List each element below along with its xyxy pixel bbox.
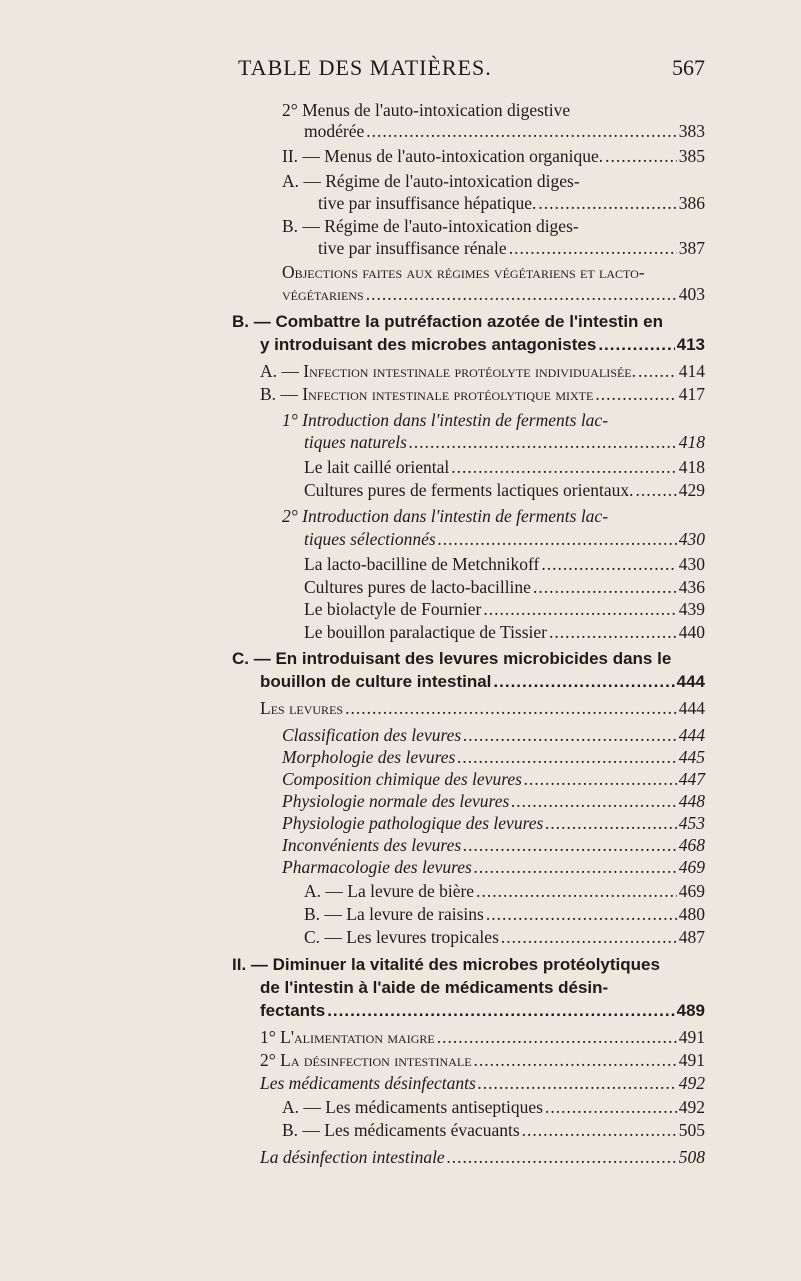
- toc-entry[interactable]: Le bouillon paralactique de Tissier ..... 440: [304, 621, 705, 643]
- toc-entry[interactable]: tiques sélectionnés ..... 430: [304, 528, 705, 550]
- page-number: 567: [672, 55, 705, 80]
- toc-entry[interactable]: Les levures ..... 444: [260, 697, 705, 719]
- toc-entry[interactable]: A. — La levure de bière ..... 469: [304, 880, 705, 902]
- toc-entry[interactable]: B. — La levure de raisins ..... 480: [304, 903, 705, 925]
- toc-entry[interactable]: Morphologie des levures ..... 445: [282, 746, 705, 768]
- toc-entry[interactable]: 2° La désinfection intestinale ..... 491: [260, 1049, 705, 1071]
- toc-line: 2° Introduction dans l'intestin de ferments lac-: [282, 506, 609, 526]
- toc-entry[interactable]: A. — Infection intestinale protéolyte individualisée. ..... 414: [260, 360, 705, 382]
- toc-entry[interactable]: Physiologie pathologique des levures ..... 453: [282, 812, 705, 834]
- toc-entry[interactable]: fectants ..... 489: [260, 1000, 705, 1022]
- toc-entry[interactable]: Le lait caillé oriental ..... 418: [304, 456, 705, 478]
- toc-entry[interactable]: Cultures pures de lacto-bacilline ..... 436: [304, 576, 705, 598]
- toc-entry[interactable]: Classification des levures ..... 444: [282, 724, 705, 746]
- toc-entry[interactable]: 1° L'alimentation maigre ..... 491: [260, 1026, 705, 1048]
- toc-entry[interactable]: A. — Les médicaments antiseptiques ..... 492: [282, 1096, 705, 1118]
- toc-entry[interactable]: B. — Infection intestinale protéolytique mixte ..... 417: [260, 383, 705, 405]
- toc-entry[interactable]: B. — Les médicaments évacuants ..... 505: [282, 1119, 705, 1141]
- toc-entry[interactable]: Physiologie normale des levures ..... 448: [282, 790, 705, 812]
- toc-section: C. — En introduisant des levures microbicides dans le: [232, 649, 672, 668]
- toc-entry[interactable]: tiques naturels ..... 418: [304, 431, 705, 453]
- toc-entry[interactable]: tive par insuffisance rénale ..... 387: [318, 237, 705, 259]
- toc-entry[interactable]: Les médicaments désinfectants ..... 492: [260, 1072, 705, 1094]
- toc-entry[interactable]: La lacto-bacilline de Metchnikoff ..... 430: [304, 553, 705, 575]
- toc-line: B. — Régime de l'auto-intoxication diges-: [282, 216, 579, 236]
- toc-entry[interactable]: II. — Menus de l'auto-intoxication organique. ..... 385: [282, 145, 705, 167]
- toc-line: Objections faites aux régimes végétariens et lacto-: [282, 262, 645, 282]
- toc-line: de l'intestin à l'aide de médicaments désin-: [260, 978, 609, 997]
- toc-entry[interactable]: tive par insuffisance hépatique. ..... 386: [318, 192, 705, 214]
- toc-line: A. — Régime de l'auto-intoxication diges-: [282, 171, 580, 191]
- toc-entry[interactable]: La désinfection intestinale ..... 508: [260, 1146, 705, 1168]
- toc-entry[interactable]: végétariens ..... 403: [282, 283, 705, 305]
- toc-line: 2° Menus de l'auto-intoxication digestive: [282, 100, 571, 120]
- toc-section: II. — Diminuer la vitalité des microbes protéolytiques: [232, 955, 660, 974]
- toc-entry[interactable]: Inconvénients des levures ..... 468: [282, 834, 705, 856]
- toc-entry[interactable]: modérée ..... 383: [304, 120, 705, 142]
- toc-entry[interactable]: Pharmacologie des levures ..... 469: [282, 856, 705, 878]
- toc-entry[interactable]: Composition chimique des levures ..... 447: [282, 768, 705, 790]
- toc-entry[interactable]: y introduisant des microbes antagonistes ..... 413: [260, 334, 705, 356]
- toc-line: 1° Introduction dans l'intestin de ferments lac-: [282, 410, 609, 430]
- toc-entry[interactable]: bouillon de culture intestinal ..... 444: [260, 671, 705, 693]
- toc-entry[interactable]: C. — Les levures tropicales ..... 487: [304, 926, 705, 948]
- running-title: TABLE DES MATIÈRES.: [238, 55, 492, 80]
- toc-entry[interactable]: Le biolactyle de Fournier ..... 439: [304, 598, 705, 620]
- toc-section: B. — Combattre la putréfaction azotée de l'intestin en: [232, 312, 663, 331]
- toc-entry[interactable]: Cultures pures de ferments lactiques orientaux. ..... 429: [304, 479, 705, 501]
